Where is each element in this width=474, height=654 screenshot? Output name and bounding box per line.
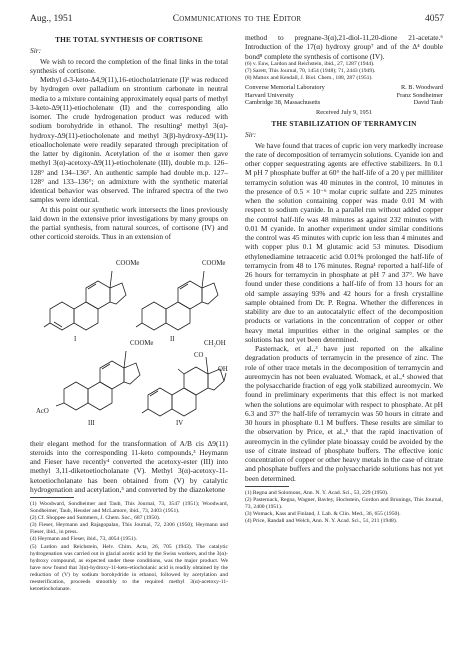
footnote: (3) Fieser, Heymann and Rajagopalan, This Journal, 72, 2306 (1950); Heymann and Fieser, ibid., in press. <box>30 522 228 536</box>
received-date: Received July 9, 1951 <box>316 108 372 116</box>
affiliation-line: Cambridge 38, Massachusetts <box>245 99 321 107</box>
footnote: (2) Cf. Shoppee and Summers, J. Chem. Soc., 687 (1950). <box>30 515 161 522</box>
article-title-terramycin: THE STABILIZATION OF TERRAMYCIN <box>271 119 417 129</box>
section-title: Communications to the Editor <box>172 14 302 24</box>
structure-label: I <box>74 335 77 343</box>
paragraph: We have found that traces of cupric ion very markedly increase the rate of decomposition of terramycin solutions. Cyanide ion and other copper sequestrating agents are effective stabilizers. In 0.1 M pH 7 phosphate buffer at 60° the half-life of a 20 γ per milliliter terramycin solution was 40 minutes in the control, 10 minutes in the presence of 0.5 × 10⁻⁶ molar cupric sulfate and 225 minutes when the solution containing copper was made 0.01 M with respect to sodium cyanide. In a parallel run without added copper the control half-life was 48 minutes as against 232 minutes with 0.01 M cyanide. In another experiment under similar conditions the control was 45 minutes with cupric ion less than 4 minutes and with copper plus 0.1 M glutamic acid 53 minutes. Disodium ethylenediamine tetraacetic acid 0.01% prolonged the half-life of terramycin from 48 to 176 minutes. Regna¹ reported a half-life of 26 hours for terramycin in phosphate at pH 7 and 37°. We have found under these conditions a half-life of from 13 hours for an old sample assaying 93% and 42 hours for a fresh crystalline sample obtained from Dr. P. Regna. Whether the differences in stability are due to an autocatalytic effect of the decomposition products or variations in the concentration of copper or other heavy metal impurities either in the original samples or the solutions has not yet been determined. <box>245 140 443 344</box>
group-label: COOMe <box>116 259 140 267</box>
article-title-cortisone: THE TOTAL SYNTHESIS OF CORTISONE <box>55 35 203 44</box>
footnote: (2) Pasternack, Regna, Wagner, Bavley, Hochstein, Gordon and Brunings, This Journal, 73, 2400 (1951). <box>245 496 443 510</box>
paragraph: method to pregnane-3(α),21-diol-11,20-dione 21-acetate.⁶ Introduction of the 17(α) hydroxy group⁷ and of the Δ⁴ double bond⁸ complete the synthesis of cortisone (IV). <box>245 33 443 61</box>
structure-label: II <box>170 335 175 343</box>
group-label: COOMe <box>130 339 154 347</box>
footnote-divider <box>245 486 289 487</box>
footnote: (8) Mattox and Kendall, J. Biol. Chem., 188, 287 (1951). <box>245 74 373 81</box>
page-number: 4057 <box>425 14 444 24</box>
structure-iv <box>142 357 226 416</box>
footnote: (3) Womack, Kass and Finland, J. Lab. & Clin. Med., 36, 655 (1950). <box>245 511 401 518</box>
footnote: (5) Lardon and Reichstein, Helv. Chim. Acta, 26, 705 (1943). The catalytic hydrogenation was carried out in glacial acetic acid by the Swiss workers, and the 3(α)-hydroxy compound, as expected under these conditions, was the major product. We have now found that 3(α)-hydroxy-11-keto-etiocholanic acid is readily obtained by the reduction of (V) by sodium borohydride in ethanol, followed by acetylation and reesterification, proceeds smoothly to the required methyl 3(α)-acetoxy-11-ketoetiocholanate. <box>30 543 228 593</box>
structure-label: III <box>88 419 95 427</box>
structure-label: IV <box>176 419 184 427</box>
footnote: (4) Price, Randall and Welch, Ann. N. Y. Acad. Sci., 51, 211 (1948). <box>245 518 398 525</box>
group-label: OH <box>218 365 228 373</box>
left-column <box>30 33 228 593</box>
affiliation-line: Harvard University <box>245 91 294 99</box>
footnote-divider <box>30 497 74 498</box>
paragraph: their elegant method for the transformation of A/B cis Δ9(11) steroids into the corresponding 11-keto compounds,³ Heymann and Fieser have recently⁴ converted the acetoxy-ester (III) into methyl 3,11-diketoetiocholanate (V). Methyl 3(α)-acetoxy-11-ketoetiocholanate has been obtained from (V) by catalytic hydrogenation and acetylation,⁵ and converted by the diazoketone <box>30 438 228 494</box>
issue-date: Aug., 1951 <box>30 14 73 24</box>
structure-figure <box>30 243 228 439</box>
structure-i <box>44 271 126 330</box>
structure-ii <box>136 271 218 330</box>
right-column <box>245 33 443 525</box>
group-label: COOMe <box>202 259 226 267</box>
salutation: Sir: <box>30 46 42 56</box>
group-label: AcO <box>36 407 49 415</box>
structure-iii <box>56 351 140 410</box>
footnote: (1) Regna and Solomons, Ann. N. Y. Acad. Sci., 53, 229 (1950). <box>245 489 389 496</box>
salutation: Sir: <box>245 130 257 140</box>
author-name: Franz Sondheimer <box>396 91 443 99</box>
author-name: David Taub <box>413 99 443 107</box>
paragraph: We wish to record the completion of the final links in the total synthesis of cortisone. <box>30 56 228 75</box>
group-label: CO <box>194 351 204 359</box>
author-name: R. B. Woodward <box>400 84 443 92</box>
affiliation <box>245 84 325 107</box>
footnote: (7) Sarett, This Journal, 70, 1454 (1948); 71, 2443 (1949). <box>245 67 376 74</box>
paragraph: At this point our synthetic work intersects the lines previously laid down in the extensive prior investigations by many groups on the partial synthesis, from natural sources, of cortisone (IV) and other corticoid steroids. Thus in an extension of <box>30 204 228 242</box>
footnote: (4) Heymann and Fieser, ibid., 73, 4054 (1951). <box>30 536 137 543</box>
footnote: (6) v. Euw, Lardon and Reichstein, ibid., 27, 1287 (1944). <box>245 60 375 67</box>
group-label: CH₂OH <box>204 339 226 347</box>
author-signature-block <box>245 84 443 107</box>
page-header <box>30 14 444 28</box>
paragraph: Pasternack, et al.,³ have just reported on the alkaline degradation products of terramycin in the presence of zinc. The role of other trace metals in the decomposition of terramycin and aureomycin has not been evaluated. Womack, et al.,⁴ showed that the polysaccharide fraction of egg yolk stabilized aureomycin. We found in preliminary experiments that this effect is not marked when the solutions are equimolar with respect to phosphate. At pH 6.3 and 37° the half-life of terramycin was 50 hours in citrate and 30 hours in phosphate 0.1 M buffers. These results are similar to the observation by Price, et al.,⁵ that the rapid inactivation of aureomycin in the cylinder plate bioassay could be avoided by the use of citrate instead of phosphate buffers. The effective ionic concentration of copper or other heavy metals in the case of citrate and phosphate buffers and the polysaccharide solutions has not yet been determined. <box>245 344 443 483</box>
authors <box>397 84 443 107</box>
paragraph: Methyl d-3-keto-Δ4,9(11),16-etiocholatrienate (I)¹ was reduced by hydrogen over palladium on strontium carbonate in neutral media to a mixture containing approximately equal parts of methyl 3-keto-Δ9(11)-etiocholenate (II) and the corresponding allo isomer. The crude hydrogenation product was reduced with sodium borohydride in ethanol. The resulting² methyl 3(α)-hydroxy-Δ9(11)-etiocholenate and methyl 3(β)-hydroxy-Δ9(11)-etioallocholenate were readily separated through precipitation of the latter by digitonin. Acetylation of the α isomer then gave methyl 3(α)-acetoxy-Δ9(11)-etiocholenate (III), double m.p. 126–128° and 134–136°. An authentic sample had double m.p. 127–128° and 133–136°; on admixture with the synthetic material identical behavior was observed. The infrared spectra of the two samples were identical. <box>30 75 228 205</box>
affiliation-line: Converse Memorial Laboratory <box>245 84 325 92</box>
steroid-structures-svg <box>30 243 228 439</box>
footnote: (1) Woodward, Sondheimer and Taub, This Journal, 73, 3547 (1951); Woodward, Sondheimer, Taub, Heusler and McLamore, ibid., 73, 2403 (1951). <box>30 501 228 515</box>
